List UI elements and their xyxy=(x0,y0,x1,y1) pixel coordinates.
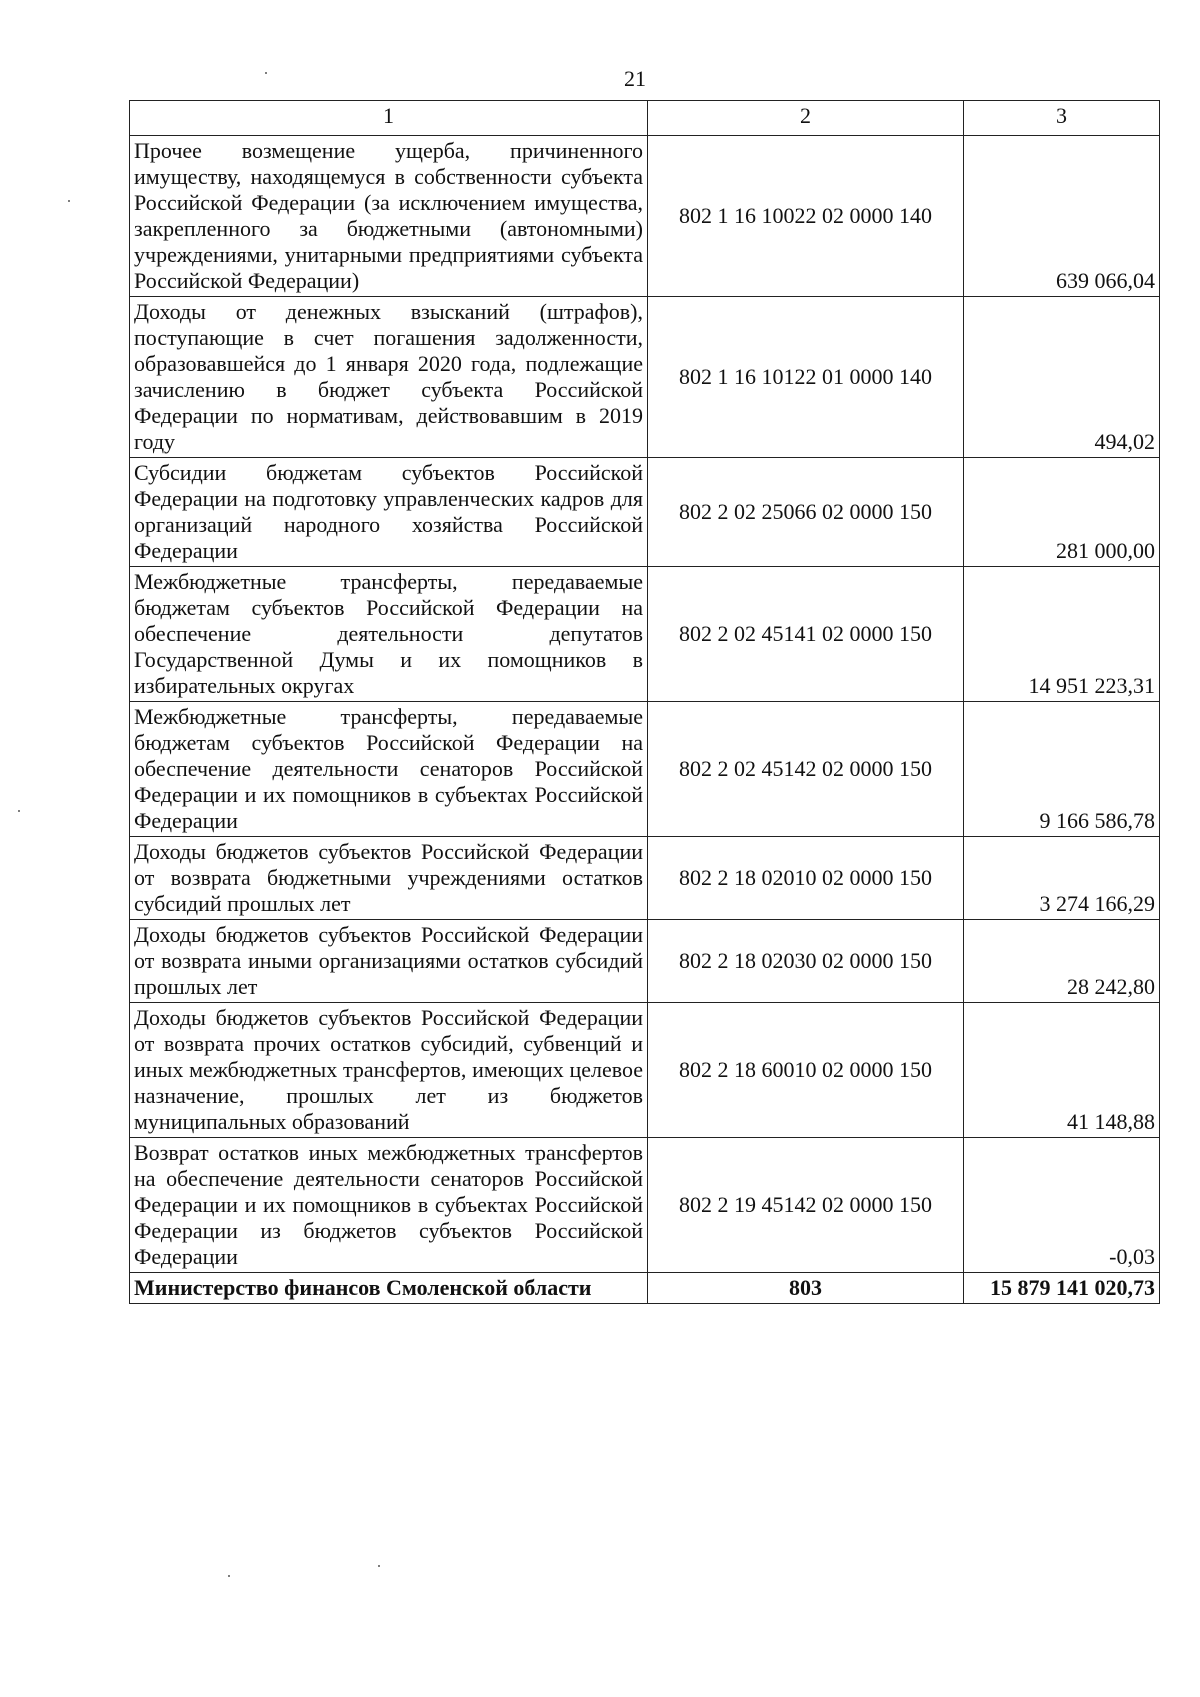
row-amount: -0,03 xyxy=(964,1138,1160,1273)
row-amount: 28 242,80 xyxy=(964,920,1160,1003)
row-description: Прочее возмещение ущерба, причиненного имуществу, находящемуся в собственности субъекта Российской Федерации (за исключением имущества, закрепленного за бюджетными (автономными) учреждениями, унитарными предприятиями субъекта Российской Федерации) xyxy=(130,136,648,297)
table-row xyxy=(130,136,1160,297)
row-code: 802 2 18 60010 02 0000 150 xyxy=(648,1003,964,1138)
column-header-1: 1 xyxy=(130,101,648,136)
table-row xyxy=(130,702,1160,837)
table-row xyxy=(130,458,1160,567)
row-amount: 494,02 xyxy=(964,297,1160,458)
row-code: 802 2 02 45142 02 0000 150 xyxy=(648,702,964,837)
row-amount: 3 274 166,29 xyxy=(964,837,1160,920)
table-row xyxy=(130,567,1160,702)
row-description: Возврат остатков иных межбюджетных трансфертов на обеспечение деятельности сенаторов Российской Федерации и их помощников в субъектах Российской Федерации из бюджетов субъектов Российской Федерации xyxy=(130,1138,648,1273)
row-description: Межбюджетные трансферты, передаваемые бюджетам субъектов Российской Федерации на обеспечение деятельности депутатов Государственной Думы и их помощников в избирательных округах xyxy=(130,567,648,702)
row-amount: 14 951 223,31 xyxy=(964,567,1160,702)
row-description: Доходы от денежных взысканий (штрафов), поступающие в счет погашения задолженности, образовавшейся до 1 января 2020 года, подлежащие зачислению в бюджет субъекта Российской Федерации по нормативам, действовавшим в 2019 году xyxy=(130,297,648,458)
budget-revenue-table xyxy=(129,100,1160,1304)
row-description: Доходы бюджетов субъектов Российской Федерации от возврата прочих остатков субсидий, субвенций и иных межбюджетных трансфертов, имеющих целевое назначение, прошлых лет из бюджетов муниципальных образований xyxy=(130,1003,648,1138)
total-description: Министерство финансов Смоленской области xyxy=(130,1273,648,1304)
row-description: Субсидии бюджетам субъектов Российской Федерации на подготовку управленческих кадров для организаций народного хозяйства Российской Федерации xyxy=(130,458,648,567)
table-row xyxy=(130,1003,1160,1138)
row-amount: 9 166 586,78 xyxy=(964,702,1160,837)
row-amount: 639 066,04 xyxy=(964,136,1160,297)
row-description: Доходы бюджетов субъектов Российской Федерации от возврата иными организациями остатков субсидий прошлых лет xyxy=(130,920,648,1003)
column-header-3: 3 xyxy=(964,101,1160,136)
total-code: 803 xyxy=(648,1273,964,1304)
table-header-row xyxy=(130,101,1160,136)
table-row xyxy=(130,1138,1160,1273)
row-description: Доходы бюджетов субъектов Российской Федерации от возврата бюджетными учреждениями остатков субсидий прошлых лет xyxy=(130,837,648,920)
total-row xyxy=(130,1273,1160,1304)
row-description: Межбюджетные трансферты, передаваемые бюджетам субъектов Российской Федерации на обеспечение деятельности сенаторов Российской Федерации и их помощников в субъектах Российской Федерации xyxy=(130,702,648,837)
table-row xyxy=(130,920,1160,1003)
row-amount: 281 000,00 xyxy=(964,458,1160,567)
row-code: 802 2 02 45141 02 0000 150 xyxy=(648,567,964,702)
total-amount: 15 879 141 020,73 xyxy=(964,1273,1160,1304)
row-amount: 41 148,88 xyxy=(964,1003,1160,1138)
row-code: 802 2 18 02030 02 0000 150 xyxy=(648,920,964,1003)
row-code: 802 2 18 02010 02 0000 150 xyxy=(648,837,964,920)
table-row xyxy=(130,297,1160,458)
row-code: 802 2 02 25066 02 0000 150 xyxy=(648,458,964,567)
row-code: 802 1 16 10022 02 0000 140 xyxy=(648,136,964,297)
column-header-2: 2 xyxy=(648,101,964,136)
row-code: 802 1 16 10122 01 0000 140 xyxy=(648,297,964,458)
table-row xyxy=(130,837,1160,920)
row-code: 802 2 19 45142 02 0000 150 xyxy=(648,1138,964,1273)
page-number: 21 xyxy=(624,66,646,91)
